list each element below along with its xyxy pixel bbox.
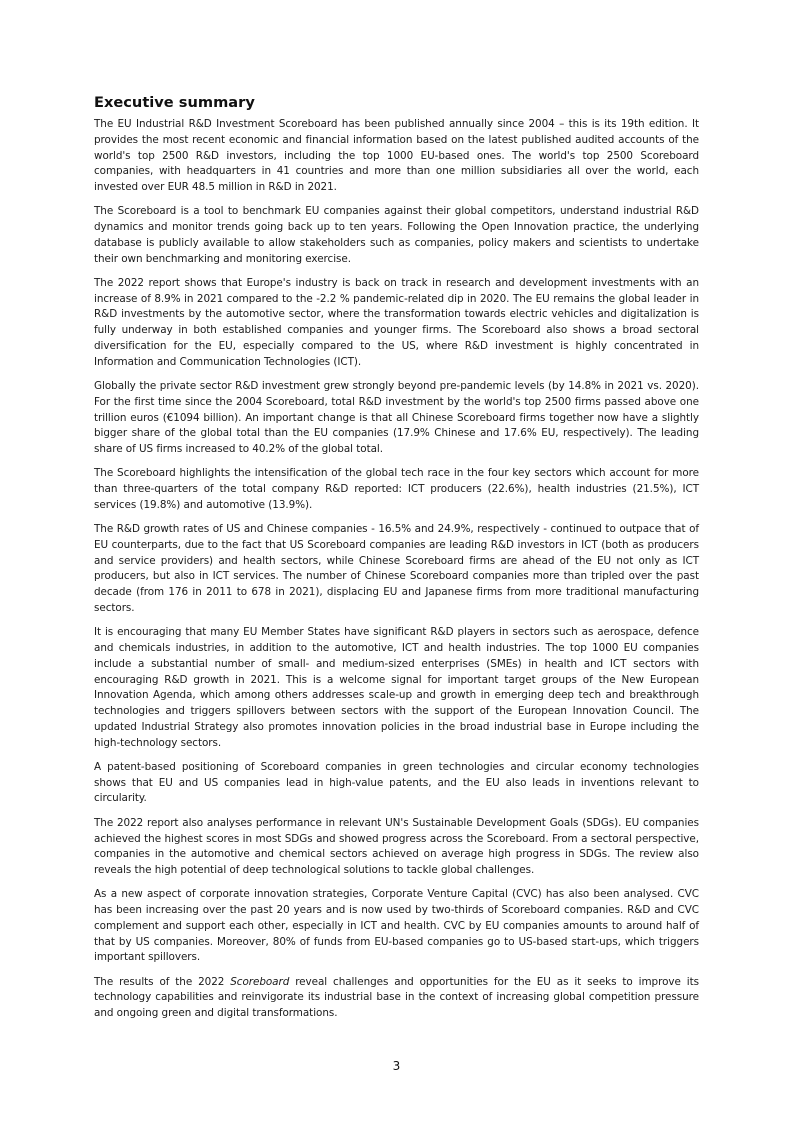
document-body <box>94 94 699 1031</box>
paragraph-9: The 2022 report also analyses performance in relevant UN's Sustainable Development Goals (SDGs). EU companies achieved the highest scores in most SDGs and showed progress across the Scoreboard. From a sectoral perspective, companies in the automotive and chemical sectors achieved on average high progress in SDGs. The review also reveals the high potential of deep technological solutions to tackle global challenges. <box>94 816 699 876</box>
paragraph-2: The Scoreboard is a tool to benchmark EU companies against their global competitors, understand industrial R&D dynamics and monitor trends going back up to ten years. Following the Open Innovation practice, the underlying database is publicly available to allow stakeholders such as companies, policy makers and scientists to undertake their own benchmarking and monitoring exercise. <box>94 205 699 265</box>
paragraph-8: A patent-based positioning of Scoreboard companies in green technologies and circular economy technologies shows that EU and US companies lead in high-value patents, and the EU also leads in inventions relevant to circularity. <box>94 760 699 805</box>
page-number: 3 <box>392 1059 401 1073</box>
paragraph-11-end: reveal challenges and opportunities for the EU as it seeks to improve its technology capabilities and reinvigorate its industrial base in the context of increasing global competition pressure and ongoing green and digital transformations. <box>94 975 699 1020</box>
paragraph-4: Globally the private sector R&D investment grew strongly beyond pre-pandemic levels (by 14.8% in 2021 vs. 2020). For the first time since the 2004 Scoreboard, total R&D investment by the world's top 2500 firms passed above one trillion euros (€1094 billion). An important change is that all Chinese Scoreboard firms together now have a slightly bigger share of the global total than the EU companies (17.9% Chinese and 17.6% EU, respectively). The leading share of US firms increased to 40.2% of the global total. <box>94 380 699 456</box>
paragraph-11-start: The results of the 2022 <box>94 975 231 988</box>
section-heading: Executive summary <box>94 94 255 111</box>
paragraph-11-italic: Scoreboard <box>230 975 290 988</box>
paragraph-10: As a new aspect of corporate innovation strategies, Corporate Venture Capital (CVC) has also been analysed. CVC has been increasing over the past 20 years and is now used by two-thirds of Scoreboard companies. R&D and CVC complement and support each other, especially in ICT and health. CVC by EU companies amounts to around half of that by US companies. Moreover, 80% of funds from EU-based companies go to US-based start-ups, which triggers important spillovers. <box>94 888 699 964</box>
paragraph-11 <box>94 975 699 1022</box>
paragraph-6: The R&D growth rates of US and Chinese companies - 16.5% and 24.9%, respectively - continued to outpace that of EU counterparts, due to the fact that US Scoreboard companies are leading R&D investors in ICT (both as producers and service providers) and health sectors, while Chinese Scoreboard firms are ahead of the EU not only as ICT producers, but also in ICT services. The number of Chinese Scoreboard companies more than tripled over the past decade (from 176 in 2011 to 678 in 2021), displacing EU and Japanese firms from more traditional manufacturing sectors. <box>94 523 699 614</box>
paragraph-3: The 2022 report shows that Europe's industry is back on track in research and development investments with an increase of 8.9% in 2021 compared to the -2.2 % pandemic-related dip in 2020. The EU remains the global leader in R&D investments by the automotive sector, where the transformation towards electric vehicles and digitalization is fully underway in both established companies and younger firms. The Scoreboard also shows a broad sectoral diversification for the EU, especially compared to the US, where R&D investment is highly concentrated in Information and Communication Technologies (ICT). <box>94 276 699 368</box>
paragraph-7: It is encouraging that many EU Member States have significant R&D players in sectors such as aerospace, defence and chemicals industries, in addition to the automotive, ICT and health industries. The top 1000 EU companies include a substantial number of small- and medium-sized enterprises (SMEs) in health and ICT sectors with encouraging R&D growth in 2021. This is a welcome signal for important target groups of the New European Innovation Agenda, which among others addresses scale-up and growth in emerging deep tech and breakthrough technologies and triggers spillovers between sectors with the support of the European Innovation Council. The updated Industrial Strategy also promotes innovation policies in the broad industrial base in Europe including the high-technology sectors. <box>94 626 699 749</box>
paragraph-5: The Scoreboard highlights the intensification of the global tech race in the four key sectors which account for more than three-quarters of the total company R&D reported: ICT producers (22.6%), health industries (21.5%), ICT services (19.8%) and automotive (13.9%). <box>94 467 699 511</box>
paragraph-1: The EU Industrial R&D Investment Scoreboard has been published annually since 2004 – this is its 19th edition. It provides the most recent economic and financial information based on the latest published audited accounts of the world's top 2500 R&D investors, including the top 1000 EU-based ones. The world's top 2500 Scoreboard companies, with headquarters in 41 countries and more than one million subsidiaries all over the world, each invested over EUR 48.5 million in R&D in 2021. <box>94 118 699 193</box>
